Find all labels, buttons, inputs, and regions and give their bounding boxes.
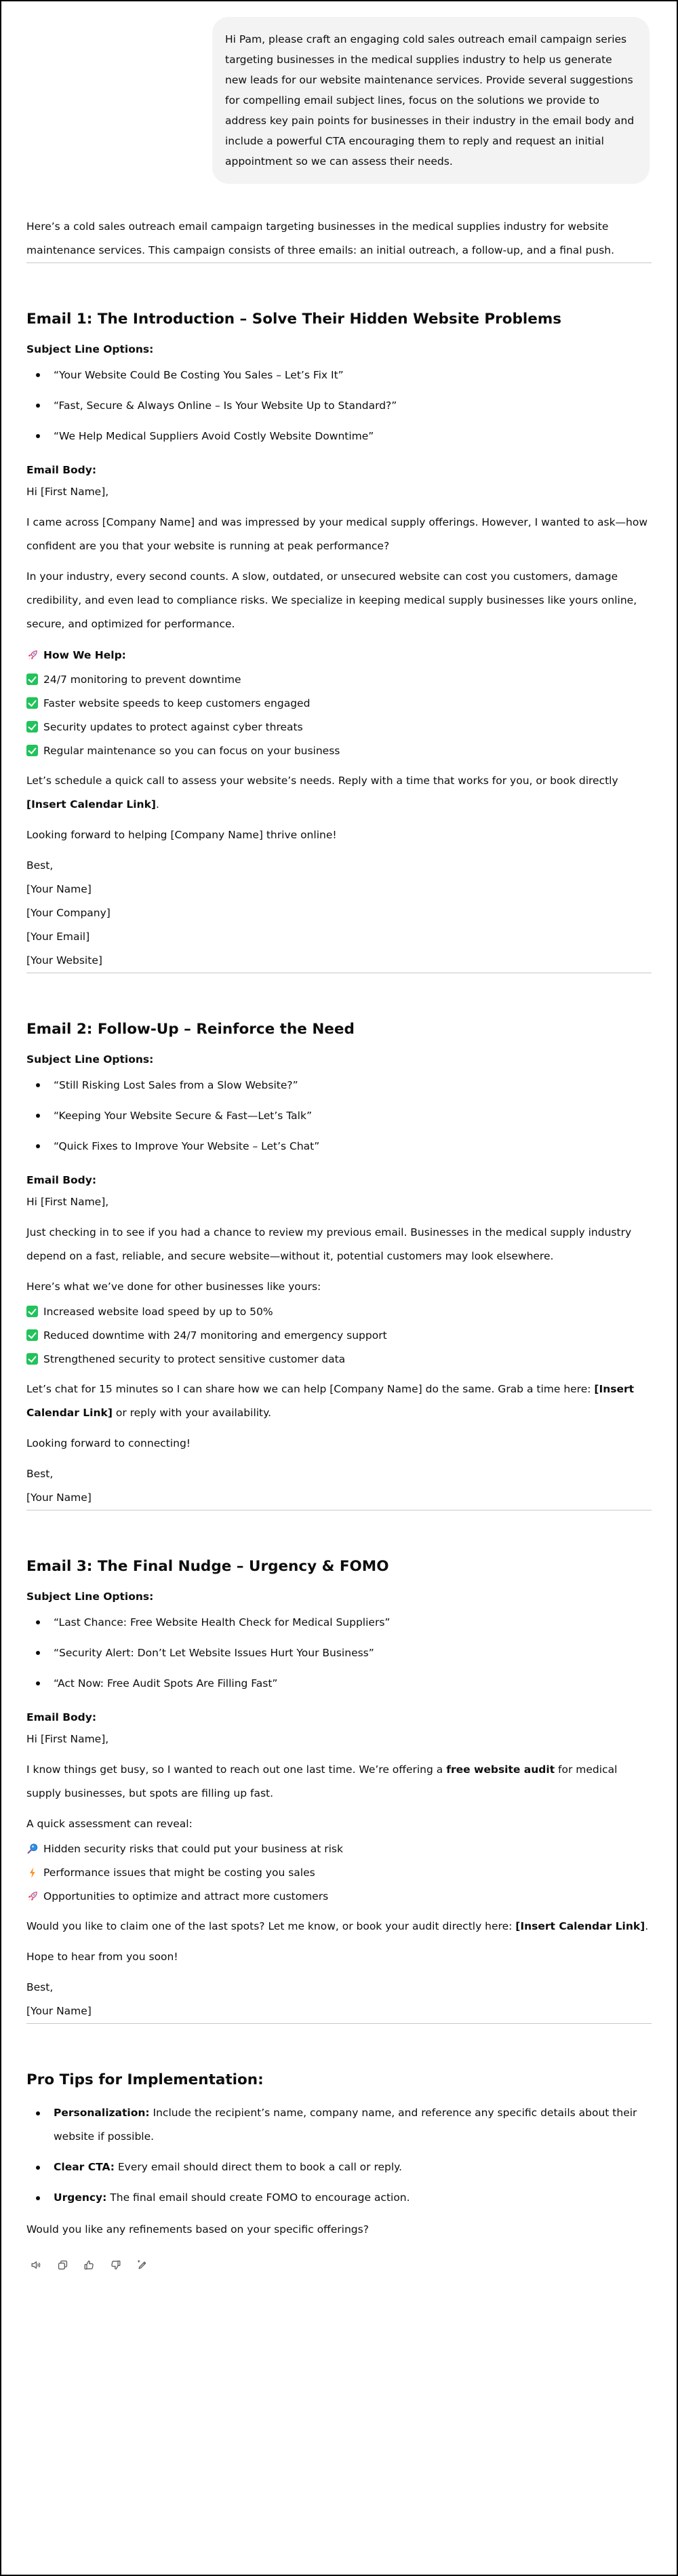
thumbs-down-icon [109,2259,122,2274]
email-body-label: Email Body: [26,1711,97,1723]
email-2-title: Email 2: Follow-Up – Reinforce the Need [26,1021,355,1038]
check-list-item [26,1300,652,1323]
check-list-item [26,739,652,762]
email-2-subject-list [26,1076,652,1155]
email-body-label: Email Body: [26,1174,97,1186]
speaker-icon [30,2259,43,2274]
signoff: Best, [26,1981,54,1993]
tip-label: Personalization: [54,2107,150,2119]
results-list [26,1300,652,1371]
message-action-bar [26,2257,652,2276]
email-1-section [26,263,652,973]
email-3-cta [26,1915,652,1938]
cta-text-end: or reply with your availability. [112,1407,272,1419]
pro-tip-item [26,2186,652,2210]
email-2-cta [26,1378,652,1425]
reveal-list [26,1837,652,1908]
thumbs-up-icon [83,2259,96,2274]
pro-tips-section [26,2024,652,2276]
user-message-row [1,1,677,184]
reveal-item-text: Hidden security risks that could put your business at risk [43,1842,343,1855]
subject-options-label: Subject Line Options: [26,1591,154,1603]
email-3-closing: Hope to hear from you soon! [26,1951,178,1963]
reveal-list-item [26,1860,652,1884]
signature-line: [Your Email] [26,931,90,943]
intro-paragraph: Here’s a cold sales outreach email campaign targeting businesses in the medical supplies industry for website maintenance services. This campaign consists of three emails: an initial outreach, a follow-up, and a final push. [26,220,615,256]
email-3-paragraph-1 [26,1758,652,1806]
signature-line: [Your Company] [26,907,111,919]
paragraph-text: I know things get busy, so I wanted to reach out one last time. We’re offering a [26,1763,447,1776]
email-1-closing: Looking forward to helping [Company Name] thrive online! [26,829,337,841]
check-item-text: Security updates to protect against cyber threats [43,720,303,733]
subject-line-item: “Quick Fixes to Improve Your Website – Let’s Chat” [26,1137,652,1155]
email-2-section [26,973,652,1510]
check-mark-icon [26,1306,38,1317]
pro-tip-item [26,2155,652,2179]
check-list-item [26,715,652,739]
subject-options-label: Subject Line Options: [26,1053,154,1066]
email-3-paragraph-2: A quick assessment can reveal: [26,1818,193,1830]
calendar-link-placeholder: [Insert Calendar Link] [515,1920,645,1932]
calendar-link-placeholder: [Insert Calendar Link] [26,798,156,811]
tip-label: Clear CTA: [54,2161,115,2173]
copy-button[interactable] [53,2257,72,2276]
check-item-text: 24/7 monitoring to prevent downtime [43,673,241,686]
check-mark-icon [26,697,38,709]
lightning-icon [26,1867,38,1879]
subject-line-item: “Act Now: Free Audit Spots Are Filling Fast” [26,1675,652,1692]
closing-question: Would you like any refinements based on your specific offerings? [26,2223,369,2236]
email-1-paragraph-1: I came across [Company Name] and was impressed by your medical supply offerings. However, I wanted to ask—how confident are you that your website is running at peak performance? [26,516,648,552]
free-audit-emphasis: free website audit [446,1763,555,1776]
signature-line: [Your Website] [26,954,102,967]
tip-label: Urgency: [54,2191,107,2204]
subject-line-item: “Your Website Could Be Costing You Sales – Let’s Fix It” [26,366,652,384]
cta-text: Would you like to claim one of the last spots? Let me know, or book your audit directly here: [26,1920,516,1932]
greeting: Hi [First Name], [26,486,109,498]
how-we-help-heading [26,643,652,667]
email-1-subject-list [26,366,652,445]
email-1-title: Email 1: The Introduction – Solve Their Hidden Website Problems [26,311,562,328]
check-mark-icon [26,721,38,733]
pro-tips-list [26,2101,652,2210]
tip-text: Every email should direct them to book a call or reply. [114,2161,403,2173]
edit-in-canvas-button[interactable] [132,2257,151,2276]
conversation [1,1,677,2276]
subject-line-item: “Keeping Your Website Secure & Fast—Let’s Talk” [26,1107,652,1125]
pencil-sparkle-icon [136,2259,148,2274]
cta-text-end: . [645,1920,649,1932]
read-aloud-button[interactable] [26,2257,45,2276]
signoff: Best, [26,1468,54,1480]
tip-text: The final email should create FOMO to encourage action. [106,2191,410,2204]
pro-tip-item [26,2101,652,2149]
signature-line: [Your Name] [26,1491,92,1504]
email-3-subject-list [26,1614,652,1692]
signature-line: [Your Name] [26,883,92,895]
email-2-paragraph-1: Just checking in to see if you had a chance to review my previous email. Businesses in the medical supply industry depend on a fast, reliable, and secure website—without it, potential customers may look elsewhere. [26,1226,632,1262]
reveal-list-item [26,1884,652,1908]
check-item-text: Strengthened security to protect sensitive customer data [43,1352,346,1365]
email-2-closing: Looking forward to connecting! [26,1437,191,1449]
subject-line-item: “Fast, Secure & Always Online – Is Your Website Up to Standard?” [26,397,652,414]
check-item-text: Reduced downtime with 24/7 monitoring and emergency support [43,1329,387,1342]
email-3-section [26,1510,652,2023]
subject-line-item: “Last Chance: Free Website Health Check for Medical Suppliers” [26,1614,652,1631]
email-1-paragraph-2: In your industry, every second counts. A slow, outdated, or unsecured website can cost you customers, damage credibility, and even lead to compliance risks. We specialize in keeping medical supply businesses like yours online, secure, and optimized for performance. [26,570,637,630]
check-list-item [26,1347,652,1371]
pro-tips-title: Pro Tips for Implementation: [26,2071,264,2088]
check-mark-icon [26,1353,38,1365]
reveal-item-text: Opportunities to optimize and attract more customers [43,1890,329,1902]
check-item-text: Regular maintenance so you can focus on your business [43,744,340,757]
greeting: Hi [First Name], [26,1196,109,1208]
magnifier-icon [26,1843,38,1855]
subject-line-item: “We Help Medical Suppliers Avoid Costly Website Downtime” [26,427,652,445]
good-response-button[interactable] [79,2257,98,2276]
check-mark-icon [26,674,38,685]
check-mark-icon [26,1329,38,1341]
paragraph-text: for medical supply businesses, but spots are filling up fast. [26,1763,618,1799]
assistant-response [1,215,677,2276]
signature-line: [Your Name] [26,2005,92,2017]
greeting: Hi [First Name], [26,1733,109,1745]
email-1-cta [26,769,652,817]
check-item-text: Increased website load speed by up to 50% [43,1305,273,1318]
email-3-title: Email 3: The Final Nudge – Urgency & FOMO [26,1558,389,1575]
cta-text: Let’s schedule a quick call to assess your website’s needs. Reply with a time that works for you, or book directly [26,775,618,787]
check-mark-icon [26,745,38,756]
signoff: Best, [26,859,54,872]
reveal-item-text: Performance issues that might be costing you sales [43,1866,315,1879]
how-we-help-label: How We Help: [43,648,126,661]
reveal-list-item [26,1837,652,1860]
rocket-icon [26,1890,38,1902]
subject-options-label: Subject Line Options: [26,343,154,355]
rocket-icon [26,649,38,661]
check-item-text: Faster website speeds to keep customers engaged [43,697,311,709]
bad-response-button[interactable] [106,2257,125,2276]
check-list-item [26,691,652,715]
cta-text-end: . [155,798,159,811]
subject-line-item: “Still Risking Lost Sales from a Slow Website?” [26,1076,652,1094]
cta-text: Let’s chat for 15 minutes so I can share how we can help [Company Name] do the same. Grab a time here: [26,1383,595,1395]
how-we-help-list [26,667,652,762]
email-body-label: Email Body: [26,464,97,476]
check-list-item [26,1323,652,1347]
user-message-bubble: Hi Pam, please craft an engaging cold sales outreach email campaign series targeting businesses in the medical supplies industry to help us generate new leads for our website maintenance services. Provide several suggestions for compelling email subject lines, focus on the solutions we provide to address key pain points for businesses in their industry in the email body and include a powerful CTA encouraging them to reply and request an initial appointment so we can assess their needs. [212,17,650,184]
calendar-link-placeholder: [Insert Calendar Link] [26,1383,635,1419]
subject-line-item: “Security Alert: Don’t Let Website Issues Hurt Your Business” [26,1644,652,1662]
email-2-paragraph-2: Here’s what we’ve done for other businesses like yours: [26,1281,321,1293]
tip-text: Include the recipient’s name, company name, and reference any specific details about their website if possible. [54,2107,637,2143]
check-list-item [26,667,652,691]
copy-icon [56,2259,69,2274]
